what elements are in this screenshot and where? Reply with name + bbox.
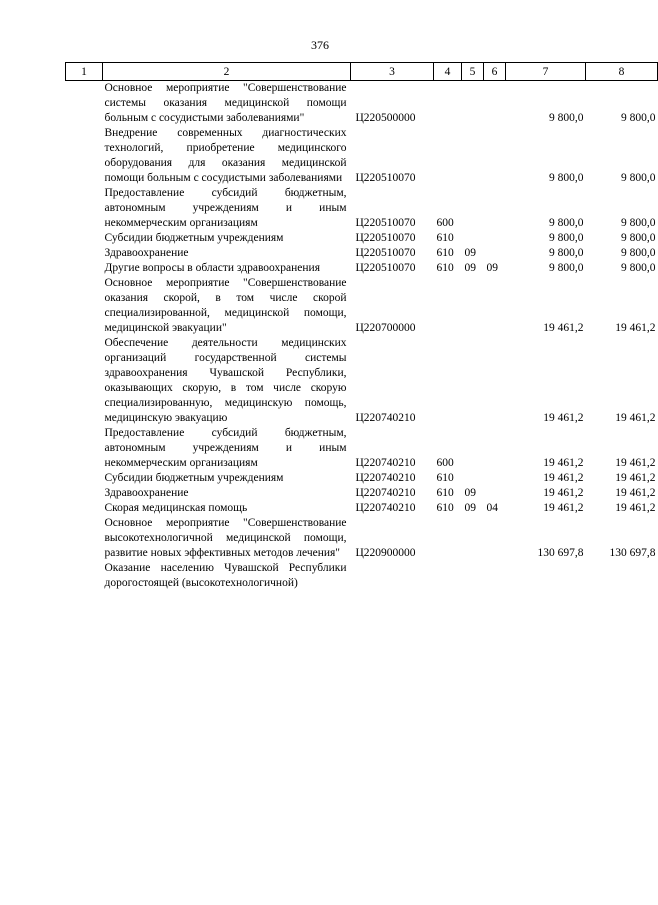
column-header: 3	[351, 63, 434, 81]
row-number-cell	[66, 81, 103, 127]
row-value8-cell: 130 697,8	[609, 547, 656, 559]
row-code-cell: Ц220510070	[355, 217, 416, 229]
row-value8-cell: 19 461,2	[615, 472, 656, 484]
row-name-cell: Субсидии бюджетным учреждениям	[104, 472, 284, 484]
row-col6-cell: 09	[486, 262, 498, 274]
row-name-cell: Основное мероприятие "Совершенствование высокотехнологичной медицинской помощи, развитие новых эффективных методов лечения"	[104, 517, 347, 559]
table-row	[66, 561, 658, 591]
row-number-cell	[66, 516, 103, 561]
row-col4-cell	[434, 516, 462, 561]
row-name-cell: Здравоохранение	[104, 487, 189, 499]
row-col6-cell	[484, 336, 506, 426]
row-code-cell: Ц220740210	[355, 472, 416, 484]
row-value8-cell: 9 800,0	[621, 247, 656, 259]
row-value7-cell: 19 461,2	[543, 322, 584, 334]
row-col5-cell: 09	[464, 502, 476, 514]
row-value8-cell: 19 461,2	[615, 487, 656, 499]
row-name-cell: Основное мероприятие "Совершенствование оказания скорой, в том числе скорой специализированной, медицинской помощи, медицинской эвакуации"	[104, 277, 347, 334]
table-row	[66, 486, 658, 501]
row-number-cell	[66, 426, 103, 471]
row-col4-cell	[434, 126, 462, 186]
row-col5-cell: 09	[464, 247, 476, 259]
row-value8-cell: 9 800,0	[621, 262, 656, 274]
page-number: 376	[311, 38, 329, 52]
column-header: 2	[103, 63, 351, 81]
row-col4-cell: 610	[436, 262, 454, 274]
row-col5-cell	[462, 231, 484, 246]
row-col5-cell: 09	[464, 262, 476, 274]
table-row	[66, 261, 658, 276]
row-code-cell: Ц220700000	[355, 322, 416, 334]
row-name-cell: Скорая медицинская помощь	[104, 502, 248, 514]
row-value8-cell: 19 461,2	[615, 412, 656, 424]
row-col6-cell	[484, 231, 506, 246]
row-value7-cell: 9 800,0	[549, 217, 584, 229]
row-code-cell	[351, 561, 434, 591]
row-col6-cell	[484, 81, 506, 127]
table-row	[66, 516, 658, 561]
row-col4-cell: 610	[436, 472, 454, 484]
row-col4-cell	[434, 336, 462, 426]
table-row	[66, 246, 658, 261]
row-col6-cell: 04	[486, 502, 498, 514]
row-col6-cell	[484, 471, 506, 486]
row-number-cell	[66, 486, 103, 501]
row-value7-cell: 9 800,0	[549, 232, 584, 244]
row-value7-cell	[506, 561, 586, 591]
row-value7-cell: 19 461,2	[543, 412, 584, 424]
row-col6-cell	[484, 426, 506, 471]
row-number-cell	[66, 186, 103, 231]
row-col6-cell	[484, 486, 506, 501]
row-col4-cell	[434, 81, 462, 127]
row-value8-cell: 9 800,0	[621, 217, 656, 229]
row-code-cell: Ц220510070	[355, 232, 416, 244]
row-number-cell	[66, 336, 103, 426]
row-value7-cell: 9 800,0	[549, 247, 584, 259]
row-col4-cell: 610	[436, 247, 454, 259]
row-name-cell: Основное мероприятие "Совершенствование системы оказания медицинской помощи больным с сосудистыми заболеваниями"	[104, 82, 347, 124]
row-value8-cell: 19 461,2	[615, 457, 656, 469]
row-name-cell: Внедрение современных диагностических технологий, приобретение медицинского оборудования для оказания медицинской помощи больным с сосудистыми заболеваниями	[104, 127, 347, 184]
row-name-cell: Здравоохранение	[104, 247, 189, 259]
row-col4-cell: 610	[436, 487, 454, 499]
table-row	[66, 231, 658, 246]
table-row	[66, 501, 658, 516]
row-code-cell: Ц220740210	[355, 412, 416, 424]
row-col6-cell	[484, 246, 506, 261]
row-value8-cell: 9 800,0	[621, 232, 656, 244]
row-value7-cell: 19 461,2	[543, 502, 584, 514]
column-header: 7	[506, 63, 586, 81]
row-value7-cell: 9 800,0	[549, 262, 584, 274]
row-col5-cell	[462, 426, 484, 471]
row-number-cell	[66, 246, 103, 261]
row-col4-cell: 610	[436, 232, 454, 244]
row-col4-cell: 600	[436, 457, 454, 469]
table-row	[66, 126, 658, 186]
column-header: 4	[434, 63, 462, 81]
row-col5-cell	[462, 561, 484, 591]
row-col5-cell	[462, 471, 484, 486]
table-row	[66, 186, 658, 231]
row-name-cell: Предоставление субсидий бюджетным, автономным учреждениям и иным некоммерческим организациям	[104, 187, 347, 229]
row-value7-cell: 9 800,0	[549, 172, 584, 184]
budget-table	[65, 62, 658, 591]
row-code-cell: Ц220740210	[355, 502, 416, 514]
row-value7-cell: 19 461,2	[543, 457, 584, 469]
table-row	[66, 426, 658, 471]
row-col5-cell	[462, 336, 484, 426]
row-col5-cell	[462, 126, 484, 186]
row-col6-cell	[484, 276, 506, 336]
row-value8-cell: 9 800,0	[621, 112, 656, 124]
row-col5-cell	[462, 276, 484, 336]
row-col5-cell	[462, 81, 484, 127]
row-col4-cell	[434, 276, 462, 336]
row-value8-cell: 19 461,2	[615, 502, 656, 514]
row-value7-cell: 9 800,0	[549, 112, 584, 124]
row-col5-cell	[462, 516, 484, 561]
row-col6-cell	[484, 126, 506, 186]
table-row	[66, 336, 658, 426]
row-code-cell: Ц220900000	[355, 547, 416, 559]
row-code-cell: Ц220510070	[355, 247, 416, 259]
row-number-cell	[66, 276, 103, 336]
row-col5-cell	[462, 186, 484, 231]
row-number-cell	[66, 501, 103, 516]
row-code-cell: Ц220510070	[355, 172, 416, 184]
row-value7-cell: 130 697,8	[537, 547, 584, 559]
row-value8-cell: 19 461,2	[615, 322, 656, 334]
row-col6-cell	[484, 561, 506, 591]
row-code-cell: Ц220740210	[355, 457, 416, 469]
row-col6-cell	[484, 186, 506, 231]
column-header: 6	[484, 63, 506, 81]
row-name-cell: Субсидии бюджетным учреждениям	[104, 232, 284, 244]
row-number-cell	[66, 126, 103, 186]
table-row	[66, 81, 658, 127]
table-header-row	[66, 63, 658, 81]
row-number-cell	[66, 261, 103, 276]
row-code-cell: Ц220510070	[355, 262, 416, 274]
column-header: 1	[66, 63, 103, 81]
column-header: 8	[586, 63, 658, 81]
row-name-cell: Другие вопросы в области здравоохранения	[104, 262, 320, 274]
row-value8-cell	[586, 561, 658, 591]
row-col4-cell: 610	[436, 502, 454, 514]
row-name-cell: Обеспечение деятельности медицинских организаций государственной системы здравоохранения Чувашской Республики, оказывающих скорую, в том числе скорую специализированную, медицинскую помощь, медицинскую эвакуацию	[104, 337, 347, 424]
table-row	[66, 471, 658, 486]
row-number-cell	[66, 231, 103, 246]
row-code-cell: Ц220500000	[355, 112, 416, 124]
row-number-cell	[66, 561, 103, 591]
column-header: 5	[462, 63, 484, 81]
row-col5-cell: 09	[464, 487, 476, 499]
row-name-cell: Предоставление субсидий бюджетным, автономным учреждениям и иным некоммерческим организациям	[104, 427, 347, 469]
row-col4-cell	[434, 561, 462, 591]
row-col6-cell	[484, 516, 506, 561]
row-number-cell	[66, 471, 103, 486]
row-col4-cell: 600	[436, 217, 454, 229]
table-row	[66, 276, 658, 336]
row-name-cell: Оказание населению Чувашской Республики дорогостоящей (высокотехнологичной)	[104, 562, 347, 589]
row-code-cell: Ц220740210	[355, 487, 416, 499]
row-value7-cell: 19 461,2	[543, 472, 584, 484]
row-value8-cell: 9 800,0	[621, 172, 656, 184]
row-value7-cell: 19 461,2	[543, 487, 584, 499]
